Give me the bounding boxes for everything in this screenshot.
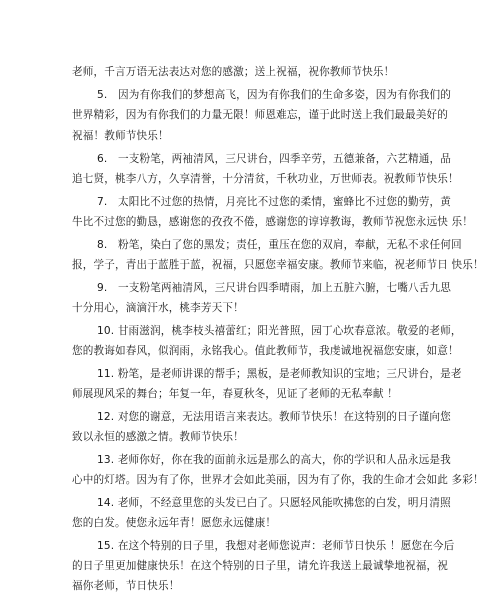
text-line: 10. 甘雨滋润，桃李枝头禧蕾红；阳光普照，园丁心坎春意浓。敬爱的老师， xyxy=(97,325,462,337)
text-line: 福你老师，节日快乐！ xyxy=(72,580,180,592)
text-line: 14. 老师，不经意里您的头发已白了。只愿轻风能吹拂您的白发，明月清照 xyxy=(97,497,451,509)
text-line: 7. 太阳比不过您的热情，月亮比不过您的柔情，蜜蜂比不过您的勤劳，黄 xyxy=(97,196,452,208)
text-line: 十分用心，滴滴汗水，桃李芳天下！ xyxy=(72,302,244,314)
text-line: 13. 老师你好，你在我的面前永远是那么的高大，你的学识和人品永远是我 xyxy=(97,454,451,466)
text-line: 5. 因为有你我们的梦想高飞，因为有你我们的生命多姿，因为有你我们的 xyxy=(97,89,452,101)
text-line: 您的教诲如春风，似润雨，永铭我心。值此教师节，我虔诚地祝福您安康，如意！ xyxy=(72,345,459,357)
text-line: 老师，千言万语无法表达对您的感激；送上祝福，祝你教师节快乐！ xyxy=(72,66,395,78)
text-line: 12. 对您的谢意，无法用语言来表达。教师节快乐！在这特别的日子谨向您 xyxy=(97,411,451,423)
text-line: 6. 一支粉笔，两袖清风，三尺讲台，四季辛劳，五德兼备，六艺精通，品 xyxy=(97,153,452,165)
text-line: 您的白发。使您永远年青！愿您永远健康！ xyxy=(72,517,277,529)
text-line: 15. 在这个特别的日子里，我想对老师您说声：老师节日快乐 ！愿您在今后 xyxy=(97,540,455,552)
text-line: 追七贤，桃李八方，久享清誉，十分清贫，千秋功业，万世师表。祝教师节快乐！ xyxy=(72,173,459,185)
text-line: 祝福！教师节快乐！ xyxy=(72,130,169,142)
text-line: 世界精彩，因为有你我们的力量无限！师恩难忘，谨于此时送上我们最最美好的 xyxy=(72,109,449,121)
text-line: 牛比不过您的勤恳，感谢您的孜孜不倦，感谢您的谆谆教诲，教师节祝您永远快 乐！ xyxy=(72,216,474,228)
text-line: 报，学子，青出于蓝胜于蓝，祝福，只愿您幸福安康。教师节来临，祝老师节日 快乐！ xyxy=(72,259,484,271)
text-line: 9. 一支粉笔两袖清风，三尺讲台四季晴雨，加上五脏六腑，七嘴八舌九思 xyxy=(97,282,452,294)
text-line: 的日子里更加健康快乐！在这个特别的日子里，请允许我送上最诚挚地祝福，祝 xyxy=(72,560,449,572)
text-line: 8. 粉笔，染白了您的黑发；责任，重压在您的双肩，奉献，无私不求任何回 xyxy=(97,239,462,251)
text-line: 师展现风采的舞台；年复一年，春夏秋冬，见证了老师的无私奉献 ！ xyxy=(72,388,398,400)
text-line: 心中的灯塔。因为有了你，世界才会如此美丽，因为有了你，我的生命才会如此 多彩！ xyxy=(72,474,484,486)
text-line: 致以永恒的感激之情。教师节快乐！ xyxy=(72,431,244,443)
text-line: 11. 粉笔，是老师讲课的帮手；黑板，是老师教知识的宝地；三尺讲台，是老 xyxy=(97,368,462,380)
